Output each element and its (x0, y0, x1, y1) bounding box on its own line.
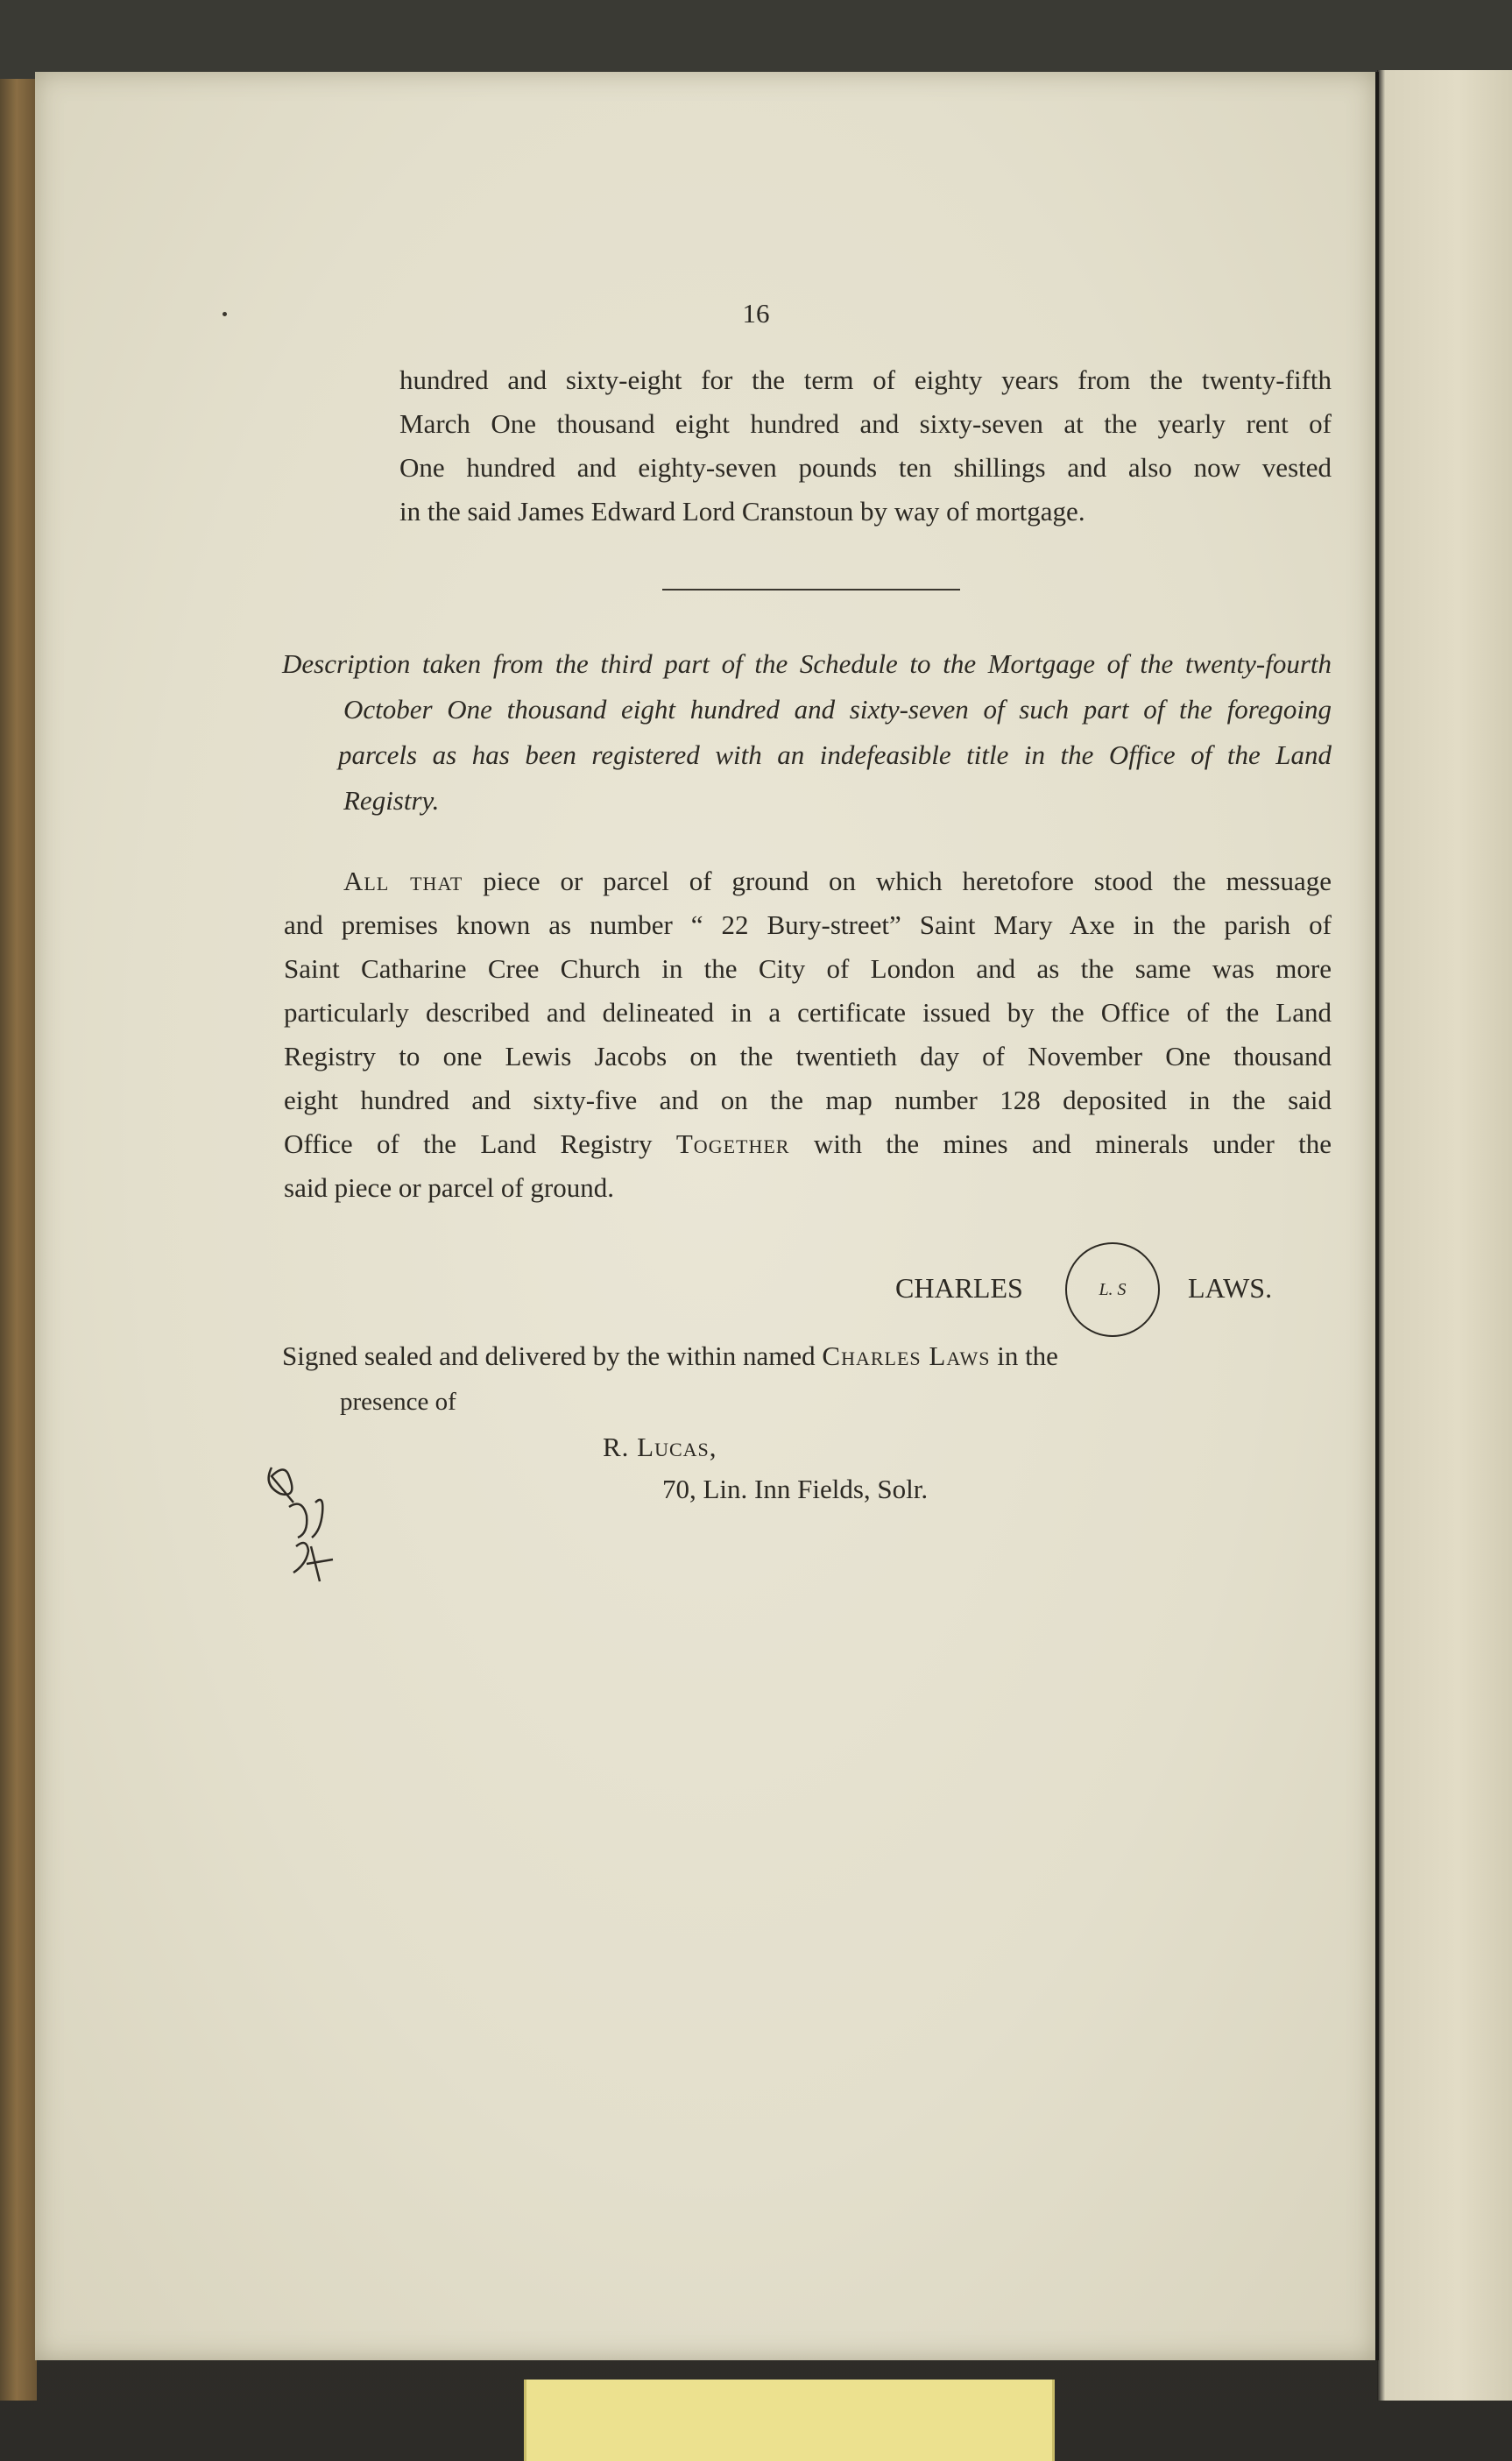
attestation-line-1-start: Signed sealed and delivered by the within named (282, 1340, 823, 1371)
parcel-line-7-start: Office of the Land Registry (284, 1128, 676, 1159)
attestation-name: Charles Laws (822, 1340, 991, 1371)
parcel-line-6: eight hundred and sixty-five and on the map number 128 deposited in the said (284, 1085, 1332, 1115)
continuation-line-4: in the said James Edward Lord Cranstoun by way of mortgage. (399, 496, 1085, 527)
description-heading-line-2: October One thousand eight hundred and sixty-seven of such part of the foregoing (343, 694, 1332, 725)
signature-first-name: CHARLES (895, 1272, 1023, 1304)
together-word: Together (675, 1128, 790, 1159)
parcel-line-1 (343, 866, 1332, 897)
witness-address: 70, Lin. Inn Fields, Solr. (662, 1474, 929, 1504)
all-that-lead: All that (343, 866, 463, 896)
facing-page-edge (1377, 70, 1512, 2401)
description-heading-line-4: Registry. (343, 785, 440, 816)
book-binding-edge (0, 79, 37, 2401)
attestation-line-2: presence of (340, 1388, 456, 1416)
continuation-line-2: March One thousand eight hundred and sixty-seven at the yearly rent of (399, 408, 1332, 439)
signature-last-name: LAWS. (1188, 1272, 1273, 1304)
witness-name: R. Lucas, (603, 1432, 717, 1462)
page-speck (223, 312, 227, 316)
section-divider (662, 589, 960, 590)
seal-label: L. S (1099, 1279, 1127, 1299)
parcel-line-4: particularly described and delineated in a certificate issued by the Office of the Land (284, 997, 1332, 1028)
locus-sigilli-seal (1065, 1242, 1160, 1337)
description-heading-line-3: parcels as has been registered with an indefeasible title in the Office of the Land (338, 739, 1332, 770)
attestation-line-1-end: in the (990, 1340, 1058, 1371)
continuation-line-3: One hundred and eighty-seven pounds ten shillings and also now vested (399, 452, 1332, 483)
attestation-line-1 (282, 1340, 1188, 1372)
description-heading-line-1: Description taken from the third part of the Schedule to the Mortgage of the twenty-fourth (282, 648, 1332, 679)
parcel-line-7-end: with the mines and minerals under the (789, 1128, 1332, 1159)
parcel-line-1-rest: piece or parcel of ground on which heretofore stood the messuage (463, 866, 1332, 896)
parcel-line-2: and premises known as number “ 22 Bury-street” Saint Mary Axe in the parish of (284, 909, 1332, 940)
continuation-line-1: hundred and sixty-eight for the term of eighty years from the twenty-fifth (399, 364, 1332, 395)
page-number: 16 (742, 298, 770, 329)
parcel-line-5: Registry to one Lewis Jacobs on the twentieth day of November One thousand (284, 1041, 1332, 1071)
parcel-line-7 (284, 1128, 1332, 1160)
yellow-tab-strip (524, 2380, 1055, 2461)
parcel-line-3: Saint Catharine Cree Church in the City of London and as the same was more (284, 953, 1332, 984)
parcel-last-line: said piece or parcel of ground. (284, 1172, 615, 1203)
handwritten-margin-annotation (254, 1450, 350, 1590)
